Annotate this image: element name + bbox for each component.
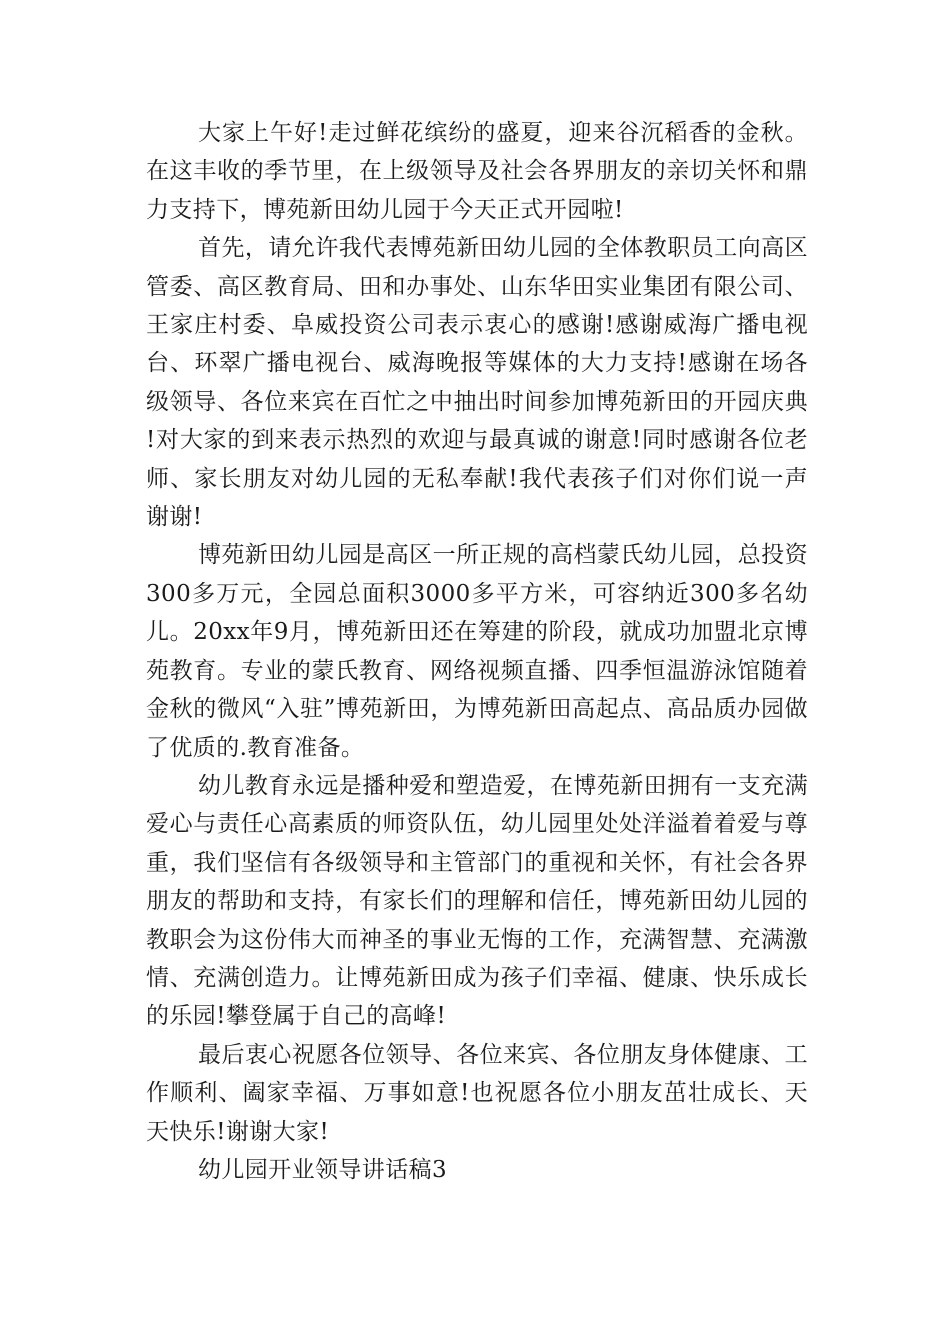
next-section-heading: 幼儿园开业领导讲话稿3 xyxy=(198,1156,448,1183)
paragraph-greeting: 大家上午好!走过鲜花缤纷的盛夏，迎来谷沉稻香的金秋。在这丰收的季节里，在上级领导及社会各界朋友的亲切关怀和鼎力支持下，博苑新田幼儿园于今天正式开园啦! xyxy=(146,120,808,223)
paragraph-closing: 最后衷心祝愿各位领导、各位来宾、各位朋友身体健康、工作顺利、阖家幸福、万事如意!也祝愿各位小朋友茁壮成长、天天快乐!谢谢大家! xyxy=(146,1041,808,1145)
paragraph-introduction: 博苑新田幼儿园是高区一所正规的高档蒙氏幼儿园，总投资300多万元，全园总面积3000多平方米，可容纳近300多名幼儿。20xx年9月，博苑新田还在筹建的阶段，就成功加盟北京博苑教育。专业的蒙氏教育、网络视频直播、四季恒温游泳馆随着金秋的微风“入驻”博苑新田，为博苑新田高起点、高品质办园做了优质的.教育准备。 xyxy=(146,542,808,761)
paragraph-education: 幼儿教育永远是播种爱和塑造爱，在博苑新田拥有一支充满爱心与责任心高素质的师资队伍，幼儿园里处处洋溢着着爱与尊重，我们坚信有各级领导和主管部门的重视和关怀，有社会各界朋友的帮助和支持，有家长们的理解和信任，博苑新田幼儿园的教职会为这份伟大而神圣的事业无悔的工作，充满智慧、充满激情、充满创造力。让博苑新田成为孩子们幸福、健康、快乐成长的乐园!攀登属于自己的高峰! xyxy=(146,772,808,1030)
paragraph-thanks: 首先，请允许我代表博苑新田幼儿园的全体教职员工向高区管委、高区教育局、田和办事处、山东华田实业集团有限公司、王家庄村委、阜威投资公司表示衷心的感谢!感谢威海广播电视台、环翠广播电视台、威海晚报等媒体的大力支持!感谢在场各级领导、各位来宾在百忙之中抽出时间参加博苑新田的开园庆典!对大家的到来表示热烈的欢迎与最真诚的谢意!同时感谢各位老师、家长朋友对幼儿园的无私奉献!我代表孩子们对你们说一声谢谢! xyxy=(146,235,808,531)
document-body xyxy=(146,114,808,1189)
